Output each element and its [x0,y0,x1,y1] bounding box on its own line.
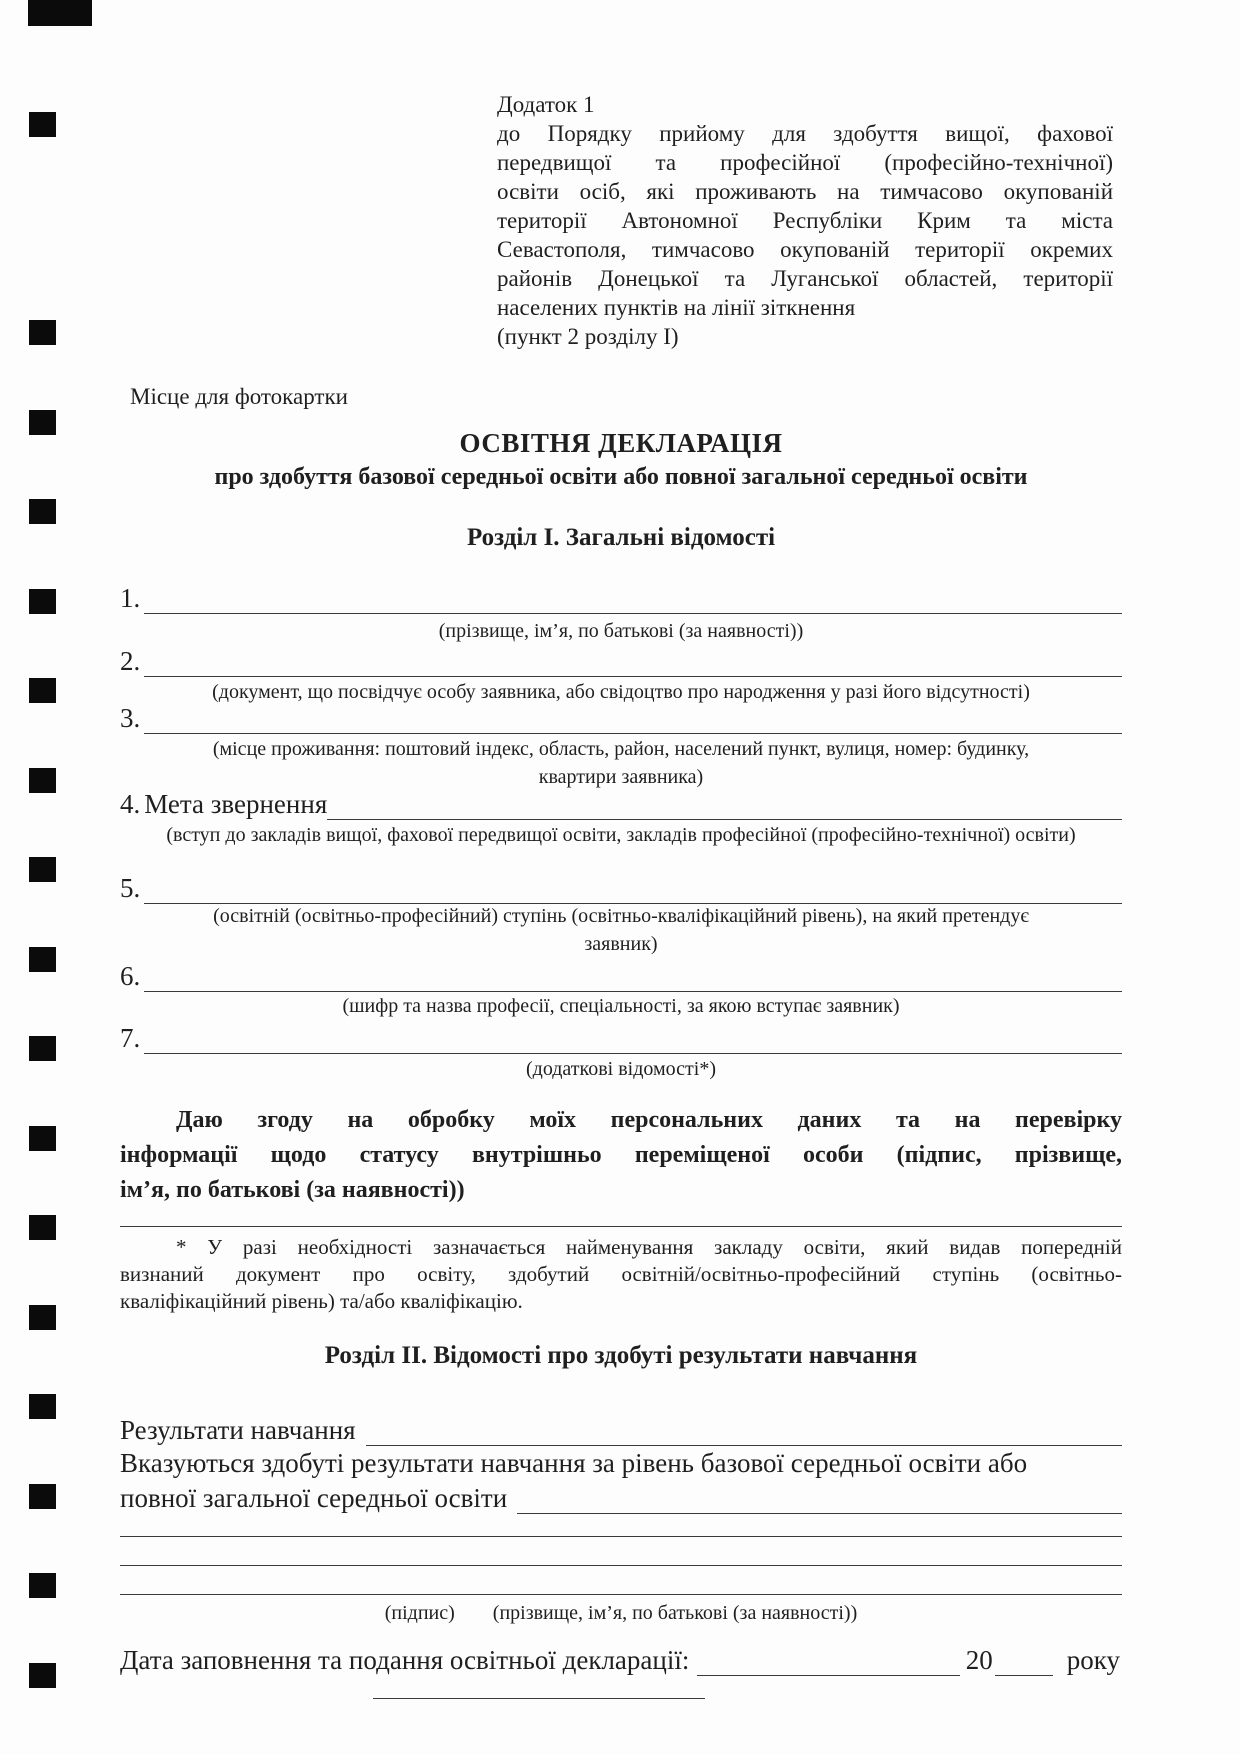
scan-artifact-mark [29,768,56,793]
scan-artifact-mark [29,1484,56,1509]
field-label-purpose: Мета звернення [144,789,328,819]
results-input-line-2[interactable] [517,1477,1122,1514]
appendix-line: освіти осіб, які проживають на тимчасово окупованій [497,179,1113,204]
bottom-fill-line[interactable] [373,1698,705,1699]
field-row-7 [120,1020,1122,1054]
year-suffix: року [1066,1645,1120,1675]
field-caption-3: (місце проживання: поштовий індекс, область, район, населений пункт, вулиця, номер: будинку, [212,738,1030,760]
field-input-line-5[interactable] [144,869,1122,904]
consent-statement [120,1103,1122,1208]
scan-artifact-mark [29,1215,56,1240]
field-input-line-6[interactable] [144,957,1122,992]
scan-artifact-mark [28,0,92,26]
form-subtitle: про здобуття базової середньої освіти або повної загальної середньої освіти [214,464,1028,490]
results-field-row [120,1410,1122,1446]
field-row-1 [120,580,1122,614]
field-caption-3-cont: квартири заявника) [538,766,704,788]
fullname-caption: (прізвище, ім’я, по батькові (за наявності)) [492,1602,858,1624]
scan-artifact-mark [29,1305,56,1330]
footnote [120,1234,1122,1315]
scan-artifact-mark [29,678,56,703]
results-input-line[interactable] [366,1409,1122,1446]
consent-line: інформації щодо статусу внутрішньо переміщеної особи (підпис, прізвище, [120,1142,1122,1168]
field-number: 5. [120,873,141,903]
field-number: 4. [120,789,141,819]
appendix-line: Севастополя, тимчасово окупованій території окремих [497,237,1113,262]
scan-artifact-mark [29,1126,56,1151]
scan-artifact-mark [29,1573,56,1598]
appendix-line: до Порядку прийому для здобуття вищої, фахової [497,121,1113,146]
field-input-line-7[interactable] [144,1019,1122,1054]
form-title: ОСВІТНЯ ДЕКЛАРАЦІЯ [459,428,783,458]
section-1-heading: Розділ I. Загальні відомості [466,524,776,551]
date-input-line[interactable] [697,1639,959,1676]
scan-artifact-mark [29,410,56,435]
field-number: 3. [120,703,141,733]
field-row-6 [120,958,1122,992]
consent-line: Даю згоду на обробку моїх персональних даних та на перевірку [176,1107,1122,1133]
signature-input-line[interactable] [120,1594,1122,1595]
field-number: 1. [120,583,141,613]
field-caption-1: (прізвище, ім’я, по батькові (за наявності)) [438,620,804,642]
scan-artifact-mark [29,1036,56,1061]
footnote-line: * У разі необхідності зазначається найменування закладу освіти, який видав попередній [176,1235,1122,1259]
footnote-line: визнаний документ про освіту, здобутий освітній/освітньо-професійний ступінь (освітньо- [120,1262,1122,1286]
consent-line: ім’я, по батькові (за наявності)) [120,1177,465,1203]
field-input-line-4[interactable] [327,785,1122,820]
signature-caption: (підпис) [384,1602,455,1624]
appendix-reference-block [497,90,1113,351]
field-input-line-1[interactable] [144,579,1122,614]
appendix-line: Додаток 1 [497,92,595,117]
scan-artifact-mark [29,1394,56,1419]
appendix-line: території Автономної Республіки Крим та міста [497,208,1113,233]
field-row-2 [120,643,1122,677]
field-caption-5: (освітній (освітньо-професійний) ступінь (освітньо-кваліфікаційний рівень), на який претендує [213,905,1029,927]
results-label: Результати навчання [120,1415,356,1445]
scan-artifact-mark [29,1663,56,1688]
appendix-line: районів Донецької та Луганської областей, території [497,266,1113,291]
field-caption-7: (додаткові відомості*) [525,1058,717,1080]
footnote-line: кваліфікаційний рівень) та/або кваліфікацію. [120,1289,523,1313]
scan-artifact-mark [29,589,56,614]
field-number: 2. [120,646,141,676]
results-note-row-2 [120,1478,1122,1514]
appendix-punkt-reference: (пункт 2 розділу I) [497,324,679,349]
date-field-row [120,1640,1122,1676]
field-row-4 [120,786,1122,820]
results-note-line-2: повної загальної середньої освіти [120,1483,508,1513]
field-number: 7. [120,1023,141,1053]
field-number: 6. [120,961,141,991]
field-input-line-3[interactable] [144,699,1122,734]
section-2-heading: Розділ II. Відомості про здобуті результати навчання [324,1342,918,1369]
signature-caption-row [120,1602,1122,1625]
results-note-line-1: Вказуються здобуті результати навчання за рівень базової середньої освіти або [120,1448,1028,1478]
photo-placeholder-label: Місце для фотокартки [130,384,348,409]
appendix-line: населених пунктів на лінії зіткнення [497,295,856,320]
field-row-3 [120,700,1122,734]
field-caption-4: (вступ до закладів вищої, фахової передвищої освіти, закладів професійної (професійно-технічної) освіти) [166,824,1076,846]
field-caption-6: (шифр та назва професії, спеціальності, за якою вступає заявник) [342,995,900,1017]
field-caption-5-cont: заявник) [584,933,658,955]
field-caption-2: (документ, що посвідчує особу заявника, або свідоцтво про народження у разі його відсутності) [212,681,1030,703]
field-input-line-2[interactable] [144,642,1122,677]
scan-artifact-mark [29,947,56,972]
blank-input-line-1[interactable] [120,1536,1122,1537]
year-prefix: 20 [965,1645,993,1675]
scan-artifact-mark [29,499,56,524]
footnote-divider [120,1226,1122,1227]
blank-input-line-2[interactable] [120,1565,1122,1566]
scan-artifact-mark [29,320,56,345]
field-row-5 [120,870,1122,904]
date-label: Дата заповнення та подання освітньої декларації: [120,1645,690,1675]
appendix-line: передвищої та професійної (професійно-технічної) [497,150,1113,175]
year-input-line[interactable] [995,1639,1053,1676]
scan-artifact-mark [29,857,56,882]
scan-artifact-mark [29,112,56,137]
